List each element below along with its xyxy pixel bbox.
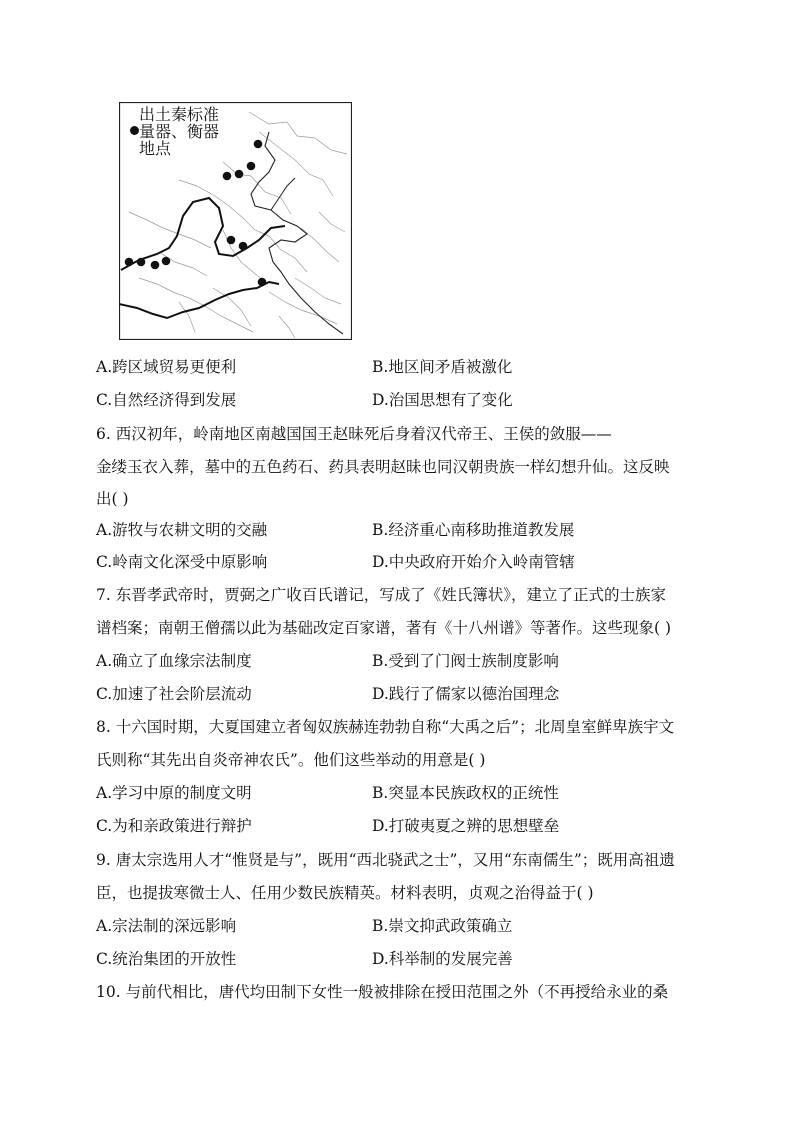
q6-option-c: C.岭南文化深受中原影响 bbox=[96, 553, 268, 571]
q7-option-d: D.践行了儒家以德治国理念 bbox=[372, 685, 560, 703]
q7-option-c: C.加速了社会阶层流动 bbox=[96, 685, 252, 703]
q7-option-a: A.确立了血缘宗法制度 bbox=[96, 652, 252, 670]
legend-line: 地点 bbox=[139, 139, 172, 158]
q7-stem-line: 7. 东晋孝武帝时，贾弼之广收百氏谱记，写成了《姓氏簿状》，建立了正式的士族家 bbox=[96, 586, 666, 604]
q9-option-a: A.宗法制的深远影响 bbox=[96, 917, 237, 935]
q5-option-c: C.自然经济得到发展 bbox=[96, 391, 237, 409]
legend-line: 出土秦标准 bbox=[139, 105, 220, 124]
q7-option-b: B.受到了门阀士族制度影响 bbox=[372, 652, 559, 670]
q5-option-a: A.跨区域贸易更便利 bbox=[96, 358, 237, 376]
map-legend bbox=[121, 104, 222, 158]
q8-option-a: A.学习中原的制度文明 bbox=[96, 784, 252, 802]
q9-stem-line: 臣，也提拔寒微士人、任用少数民族精英。材料表明，贞观之治得益于( ) bbox=[96, 884, 594, 902]
q6-option-a: A.游牧与农耕文明的交融 bbox=[96, 521, 268, 539]
qin-measures-map bbox=[119, 102, 352, 340]
q7-stem-line: 谱档案；南朝王僧孺以此为基础改定百家谱，著有《十八州谱》等著作。这些现象( ) bbox=[96, 619, 672, 637]
legend-line: 量器、衡器 bbox=[139, 122, 220, 141]
q6-stem-line: 出( ) bbox=[96, 490, 129, 508]
q8-option-c: C.为和亲政策进行辩护 bbox=[96, 817, 252, 835]
q9-option-c: C.统治集团的开放性 bbox=[96, 950, 237, 968]
q8-stem-line: 8. 十六国时期，大夏国建立者匈奴族赫连勃勃自称“大禹之后”；北周皇室鲜卑族宇文 bbox=[96, 718, 675, 736]
q6-option-d: D.中央政府开始介入岭南管辖 bbox=[372, 553, 575, 571]
legend-dot-marker bbox=[130, 126, 139, 135]
q8-stem-line: 氏则称“其先出自炎帝神农氏”。他们这些举动的用意是( ) bbox=[96, 751, 486, 769]
q8-option-d: D.打破夷夏之辨的思想壁垒 bbox=[372, 817, 560, 835]
q10-stem-line: 10. 与前代相比，唐代均田制下女性一般被排除在授田范围之外（不再授给永业的桑 bbox=[96, 983, 669, 1001]
q5-option-d: D.治国思想有了变化 bbox=[372, 391, 513, 409]
q5-option-b: B.地区间矛盾被激化 bbox=[372, 358, 513, 376]
q8-option-b: B.突显本民族政权的正统性 bbox=[372, 784, 559, 802]
q6-option-b: B.经济重心南移助推道教发展 bbox=[372, 521, 575, 539]
q6-stem-line: 金缕玉衣入葬，墓中的五色药石、药具表明赵昧也同汉朝贵族一样幻想升仙。这反映 bbox=[96, 458, 670, 476]
q6-stem-line: 6. 西汉初年，岭南地区南越国国王赵昧死后身着汉代帝王、王侯的敛服—— bbox=[96, 425, 612, 443]
q9-option-d: D.科举制的发展完善 bbox=[372, 950, 513, 968]
q9-option-b: B.崇文抑武政策确立 bbox=[372, 917, 513, 935]
q9-stem-line: 9. 唐太宗选用人才“惟贤是与”，既用“西北骁武之士”，又用“东南儒生”；既用高祖遗 bbox=[96, 851, 675, 869]
